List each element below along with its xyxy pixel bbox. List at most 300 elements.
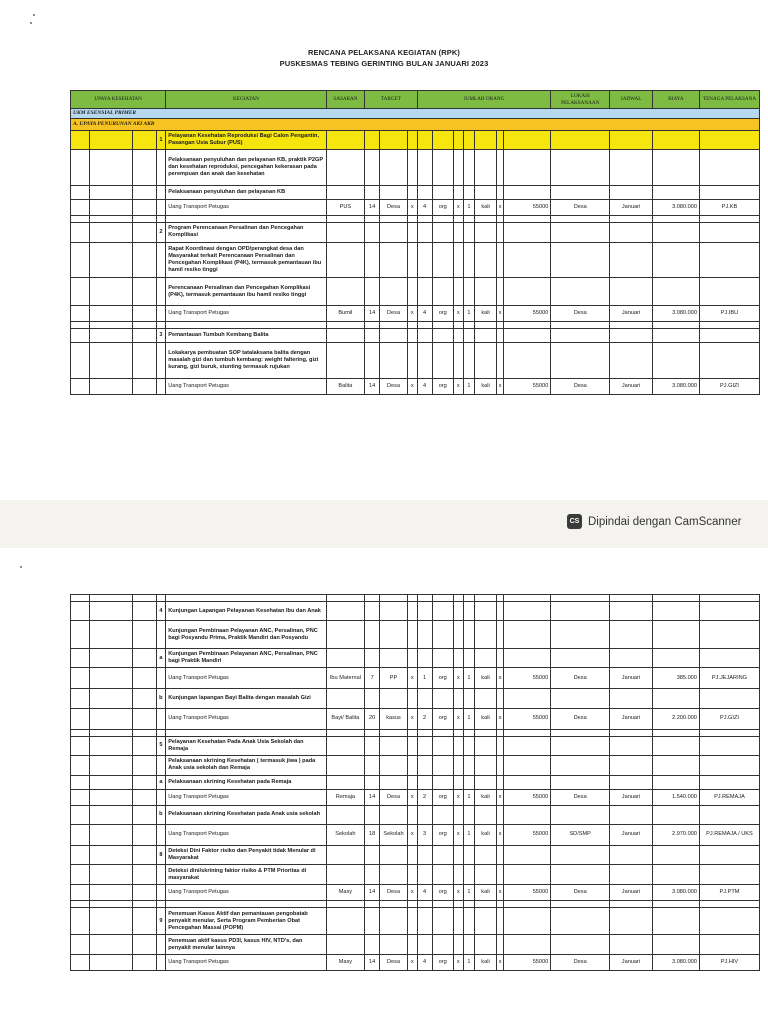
cell-number: a: [156, 775, 166, 789]
cell-person-unit: org: [432, 954, 453, 970]
cell-upaya-2: [90, 328, 133, 342]
empty-cell: [699, 775, 759, 789]
cell-sasaran: Remaja: [326, 789, 365, 805]
cell-upaya-2: [90, 200, 133, 216]
cell-target-count: 14: [365, 884, 380, 900]
empty-cell: [610, 131, 653, 150]
table-row: [71, 602, 760, 621]
cell-tenaga: PJ.IBU: [700, 305, 760, 321]
empty-cell: [365, 342, 380, 378]
header-kegiatan: KEGIATAN: [166, 91, 326, 109]
empty-cell: [610, 328, 653, 342]
empty-cell: [463, 602, 475, 621]
empty-cell: [652, 865, 699, 884]
cell-target-count: 14: [365, 789, 380, 805]
cell-upaya-3: [133, 824, 157, 845]
cell-upaya-3: [133, 321, 157, 328]
cell-mult: x: [453, 200, 463, 216]
section-band: [71, 109, 760, 119]
empty-cell: [417, 131, 432, 150]
cell-upaya-1: [71, 900, 90, 907]
empty-cell: [407, 648, 417, 667]
cell-upaya-3: [133, 789, 157, 805]
empty-cell: [463, 242, 475, 278]
table-row: [71, 242, 760, 278]
cell-sasaran: PUS: [326, 200, 365, 216]
empty-cell: [475, 648, 496, 667]
empty-cell: [326, 729, 365, 736]
empty-cell: [504, 223, 551, 242]
table-row: [71, 621, 760, 649]
empty-cell: [504, 321, 551, 328]
empty-cell: [496, 865, 503, 884]
empty-cell: [652, 595, 699, 602]
empty-cell: [475, 131, 496, 150]
cell-tenaga: PJ.REMAJA / UKS: [699, 824, 759, 845]
empty-cell: [700, 150, 760, 186]
cell-mult: x: [453, 824, 463, 845]
empty-cell: [326, 342, 365, 378]
empty-cell: [326, 736, 365, 755]
cell-unit-price: 55000: [504, 378, 551, 394]
empty-cell: [652, 935, 699, 954]
cell-upaya-2: [90, 186, 133, 200]
table-row: [71, 900, 760, 907]
empty-cell: [551, 216, 610, 223]
cell-number: [156, 378, 166, 394]
cell-sasaran: Balita: [326, 378, 365, 394]
empty-cell: [652, 621, 699, 649]
empty-cell: [699, 736, 759, 755]
cell-times: 1: [463, 378, 475, 394]
cell-mult: x: [407, 200, 417, 216]
cell-target-unit: Sekolah: [380, 824, 408, 845]
cell-jadwal: Januari: [610, 824, 653, 845]
cell-kegiatan: Penemuan Kasus Aktif dan pemantauan pengobatab penyakit menular, Serta Program Pemberian Obat Pencegahan Massal (POPM): [166, 907, 326, 935]
cell-upaya-3: [133, 305, 157, 321]
empty-cell: [504, 805, 551, 824]
empty-cell: [380, 223, 408, 242]
table-row: [71, 648, 760, 667]
empty-cell: [326, 150, 365, 186]
cell-upaya-2: [90, 342, 133, 378]
cell-kegiatan: Pelayanan Kesehatan Reproduksi Bagi Calon Pengantin, Pasangan Usia Subur (PUS): [166, 131, 326, 150]
cell-upaya-1: [71, 621, 90, 649]
empty-cell: [551, 602, 610, 621]
cell-upaya-3: [133, 648, 157, 667]
cell-upaya-2: [90, 595, 133, 602]
section-band: [71, 119, 760, 131]
cell-upaya-1: [71, 305, 90, 321]
empty-cell: [700, 186, 760, 200]
cell-upaya-2: [90, 756, 133, 775]
cell-times-unit: kali: [475, 954, 496, 970]
cell-upaya-2: [90, 648, 133, 667]
empty-cell: [380, 935, 408, 954]
table-row: [71, 223, 760, 242]
cell-times-unit: kali: [475, 200, 496, 216]
cell-person-unit: org: [432, 708, 453, 729]
empty-cell: [365, 278, 380, 306]
empty-cell: [551, 328, 610, 342]
table-row: [71, 805, 760, 824]
empty-cell: [463, 321, 475, 328]
empty-cell: [699, 805, 759, 824]
cell-persons: 4: [417, 884, 432, 900]
empty-cell: [365, 689, 380, 708]
cell-target-count: 14: [365, 200, 380, 216]
empty-cell: [407, 150, 417, 186]
cell-kegiatan: Pelaksanaan skrining Kesehatan ( termasuk jiwa ) pada Anak usia sekolah dan Remaja: [166, 756, 326, 775]
empty-cell: [365, 621, 380, 649]
cell-sasaran: Sekolah: [326, 824, 365, 845]
empty-cell: [610, 935, 653, 954]
empty-cell: [610, 648, 653, 667]
empty-cell: [417, 223, 432, 242]
cell-mult: x: [496, 954, 503, 970]
cell-upaya-1: [71, 186, 90, 200]
cell-number: [156, 200, 166, 216]
empty-cell: [652, 131, 699, 150]
cell-upaya-1: [71, 321, 90, 328]
cell-upaya-2: [90, 131, 133, 150]
document-subtitle: PUSKESMAS TEBING GERINTING BULAN JANUARI 2023: [279, 59, 489, 68]
empty-cell: [407, 805, 417, 824]
table-row: [71, 708, 760, 729]
empty-cell: [652, 845, 699, 864]
cell-target-unit: Desa: [380, 378, 408, 394]
empty-cell: [551, 865, 610, 884]
cell-person-unit: org: [432, 824, 453, 845]
cell-upaya-3: [133, 668, 157, 689]
empty-cell: [407, 278, 417, 306]
empty-cell: [453, 321, 463, 328]
empty-cell: [504, 775, 551, 789]
table-row: [71, 884, 760, 900]
cell-number: [156, 789, 166, 805]
cell-unit-price: 55000: [504, 824, 551, 845]
cell-sasaran: Ibu Maternal: [326, 668, 365, 689]
empty-cell: [475, 935, 496, 954]
empty-cell: [417, 729, 432, 736]
cell-mult: x: [496, 708, 503, 729]
cell-number: [156, 824, 166, 845]
empty-cell: [365, 648, 380, 667]
cell-sasaran: Masy: [326, 884, 365, 900]
empty-cell: [504, 729, 551, 736]
table-row: [71, 278, 760, 306]
empty-cell: [365, 150, 380, 186]
empty-cell: [504, 242, 551, 278]
empty-cell: [652, 756, 699, 775]
cell-target-unit: kasus: [380, 708, 408, 729]
cell-mult: x: [496, 884, 503, 900]
cell-mult: x: [496, 789, 503, 805]
cell-upaya-1: [71, 935, 90, 954]
cell-upaya-3: [133, 884, 157, 900]
empty-cell: [432, 216, 453, 223]
empty-cell: [417, 150, 432, 186]
cell-number: [156, 305, 166, 321]
empty-cell: [496, 736, 503, 755]
empty-cell: [365, 900, 380, 907]
cell-biaya: 2.200.000: [652, 708, 699, 729]
header-row: [71, 91, 760, 109]
empty-cell: [463, 342, 475, 378]
empty-cell: [380, 865, 408, 884]
camscanner-badge: [567, 514, 741, 529]
cell-kegiatan: [166, 216, 326, 223]
cell-mult: x: [496, 824, 503, 845]
cell-number: [156, 729, 166, 736]
empty-cell: [432, 689, 453, 708]
empty-cell: [496, 321, 503, 328]
empty-cell: [504, 907, 551, 935]
cell-kegiatan: Uang Transport Petugas: [166, 789, 326, 805]
cell-target-unit: Desa: [380, 954, 408, 970]
table-row: [71, 186, 760, 200]
cell-number: [156, 150, 166, 186]
cell-target-unit: Desa: [380, 789, 408, 805]
empty-cell: [475, 595, 496, 602]
scan-speck: [20, 566, 22, 568]
empty-cell: [610, 150, 653, 186]
empty-cell: [496, 278, 503, 306]
cell-times-unit: kali: [475, 668, 496, 689]
header-lokasi: LOKASI PELAKSANAAN: [551, 91, 610, 109]
empty-cell: [407, 216, 417, 223]
empty-cell: [463, 150, 475, 186]
empty-cell: [551, 595, 610, 602]
cell-number: [156, 186, 166, 200]
cell-upaya-3: [133, 708, 157, 729]
empty-cell: [463, 935, 475, 954]
empty-cell: [610, 756, 653, 775]
rpk-table-page-1: [70, 90, 760, 395]
empty-cell: [475, 186, 496, 200]
empty-cell: [453, 186, 463, 200]
cell-persons: 4: [417, 305, 432, 321]
empty-cell: [417, 775, 432, 789]
scan-page-2: [0, 548, 768, 1024]
cell-lokasi: Desa: [551, 708, 610, 729]
cell-upaya-3: [133, 242, 157, 278]
cell-number: [156, 935, 166, 954]
cell-target-unit: PP: [380, 668, 408, 689]
cell-number: [156, 242, 166, 278]
empty-cell: [504, 648, 551, 667]
empty-cell: [365, 845, 380, 864]
empty-cell: [326, 186, 365, 200]
cell-upaya-3: [133, 621, 157, 649]
empty-cell: [652, 900, 699, 907]
empty-cell: [365, 935, 380, 954]
empty-cell: [417, 907, 432, 935]
cell-jadwal: Januari: [610, 305, 653, 321]
empty-cell: [407, 131, 417, 150]
empty-cell: [432, 648, 453, 667]
cell-target-count: 7: [365, 668, 380, 689]
empty-cell: [652, 729, 699, 736]
empty-cell: [463, 186, 475, 200]
table-row: [71, 200, 760, 216]
empty-cell: [380, 736, 408, 755]
empty-cell: [475, 328, 496, 342]
cell-upaya-2: [90, 321, 133, 328]
empty-cell: [326, 602, 365, 621]
empty-cell: [407, 602, 417, 621]
empty-cell: [463, 907, 475, 935]
cell-number: 9: [156, 907, 166, 935]
cell-mult: x: [496, 305, 503, 321]
empty-cell: [463, 689, 475, 708]
empty-cell: [407, 729, 417, 736]
empty-cell: [380, 805, 408, 824]
cell-upaya-3: [133, 954, 157, 970]
empty-cell: [496, 648, 503, 667]
table-row: [71, 378, 760, 394]
empty-cell: [407, 689, 417, 708]
empty-cell: [432, 602, 453, 621]
cell-lokasi: Desa: [551, 954, 610, 970]
cell-unit-price: 55000: [504, 200, 551, 216]
cell-upaya-1: [71, 805, 90, 824]
empty-cell: [432, 865, 453, 884]
cell-upaya-3: [133, 736, 157, 755]
empty-cell: [365, 216, 380, 223]
empty-cell: [699, 907, 759, 935]
cell-biaya: 385.000: [652, 668, 699, 689]
empty-cell: [453, 223, 463, 242]
empty-cell: [432, 595, 453, 602]
cell-upaya-1: [71, 689, 90, 708]
header-jadwal: JADWAL: [610, 91, 653, 109]
empty-cell: [326, 907, 365, 935]
rpk-table-page-2: [70, 594, 760, 971]
cell-times-unit: kali: [475, 305, 496, 321]
cell-kegiatan: Pelaksanaan penyuluhan dan pelayanan KB, praktik P2GP dan kesehatan reproduksi, pencegahan kekerasan pada perempuan dan anak dan kesehatan: [166, 150, 326, 186]
empty-cell: [496, 216, 503, 223]
empty-cell: [496, 729, 503, 736]
empty-cell: [475, 775, 496, 789]
cell-target-unit: Desa: [380, 305, 408, 321]
cell-mult: x: [453, 305, 463, 321]
cell-upaya-2: [90, 775, 133, 789]
cell-upaya-3: [133, 935, 157, 954]
empty-cell: [326, 865, 365, 884]
header-upaya: UPAYA KESEHATAN: [71, 91, 166, 109]
empty-cell: [432, 736, 453, 755]
table-row: [71, 775, 760, 789]
empty-cell: [496, 900, 503, 907]
empty-cell: [610, 223, 653, 242]
empty-cell: [365, 602, 380, 621]
cell-person-unit: org: [432, 378, 453, 394]
empty-cell: [463, 216, 475, 223]
cell-upaya-3: [133, 216, 157, 223]
empty-cell: [496, 689, 503, 708]
cell-upaya-2: [90, 729, 133, 736]
cell-tenaga: PJ.GIZI: [699, 708, 759, 729]
empty-cell: [700, 131, 760, 150]
empty-cell: [504, 216, 551, 223]
empty-cell: [407, 328, 417, 342]
empty-cell: [699, 935, 759, 954]
empty-cell: [453, 729, 463, 736]
cell-kegiatan: Lokakarya pembuatan SOP tatalaksana balita dengan masalah gizi dan tumbuh kembang: weight faltering, gizi kurang, gizi buruk, stunting termasuk rujukan: [166, 342, 326, 378]
empty-cell: [475, 907, 496, 935]
empty-cell: [610, 342, 653, 378]
empty-cell: [432, 278, 453, 306]
empty-cell: [504, 131, 551, 150]
empty-cell: [380, 602, 408, 621]
cell-kegiatan: Uang Transport Petugas: [166, 200, 326, 216]
cell-kegiatan: Pelaksanaan penyuluhan dan pelayanan KB: [166, 186, 326, 200]
cell-kegiatan: Pelaksanaan skrining Kesehatan pada Anak usia sekolah: [166, 805, 326, 824]
empty-cell: [326, 805, 365, 824]
empty-cell: [475, 342, 496, 378]
empty-cell: [699, 602, 759, 621]
cell-kegiatan: [166, 595, 326, 602]
cell-upaya-1: [71, 736, 90, 755]
empty-cell: [610, 216, 653, 223]
cell-upaya-2: [90, 621, 133, 649]
empty-cell: [453, 595, 463, 602]
table-row: [71, 935, 760, 954]
empty-cell: [407, 775, 417, 789]
cell-upaya-1: [71, 708, 90, 729]
table-row: [71, 824, 760, 845]
cell-kegiatan: [166, 900, 326, 907]
cell-mult: x: [407, 789, 417, 805]
empty-cell: [453, 216, 463, 223]
cell-kegiatan: Deteksi dini/skrining faktor risiko & PTM Prioritas di masyarakat: [166, 865, 326, 884]
cell-mult: x: [453, 708, 463, 729]
empty-cell: [504, 278, 551, 306]
table-row: [71, 150, 760, 186]
empty-cell: [453, 689, 463, 708]
cell-tenaga: PJ.REMAJA: [699, 789, 759, 805]
empty-cell: [432, 775, 453, 789]
cell-kegiatan: Kunjungan Pembinaan Pelayanan ANC, Persalinan, PNC bagi Posyandu Prima, Praktik Mandiri dan Posyandu: [166, 621, 326, 649]
empty-cell: [453, 342, 463, 378]
empty-cell: [326, 595, 365, 602]
cell-number: b: [156, 689, 166, 708]
cell-upaya-1: [71, 328, 90, 342]
cell-target-unit: Desa: [380, 884, 408, 900]
cell-persons: 4: [417, 378, 432, 394]
cell-times: 1: [463, 708, 475, 729]
empty-cell: [496, 186, 503, 200]
band-ukm: UKM ESENSIAL PRIMER: [71, 109, 760, 119]
empty-cell: [417, 321, 432, 328]
cell-upaya-3: [133, 278, 157, 306]
cell-upaya-3: [133, 805, 157, 824]
cell-unit-price: 55000: [504, 305, 551, 321]
empty-cell: [380, 907, 408, 935]
empty-cell: [610, 321, 653, 328]
empty-cell: [326, 328, 365, 342]
empty-cell: [453, 775, 463, 789]
table-row: [71, 954, 760, 970]
cell-upaya-3: [133, 595, 157, 602]
empty-cell: [475, 621, 496, 649]
cell-upaya-3: [133, 200, 157, 216]
cell-mult: x: [496, 668, 503, 689]
cell-times: 1: [463, 668, 475, 689]
cell-upaya-1: [71, 150, 90, 186]
empty-cell: [610, 729, 653, 736]
